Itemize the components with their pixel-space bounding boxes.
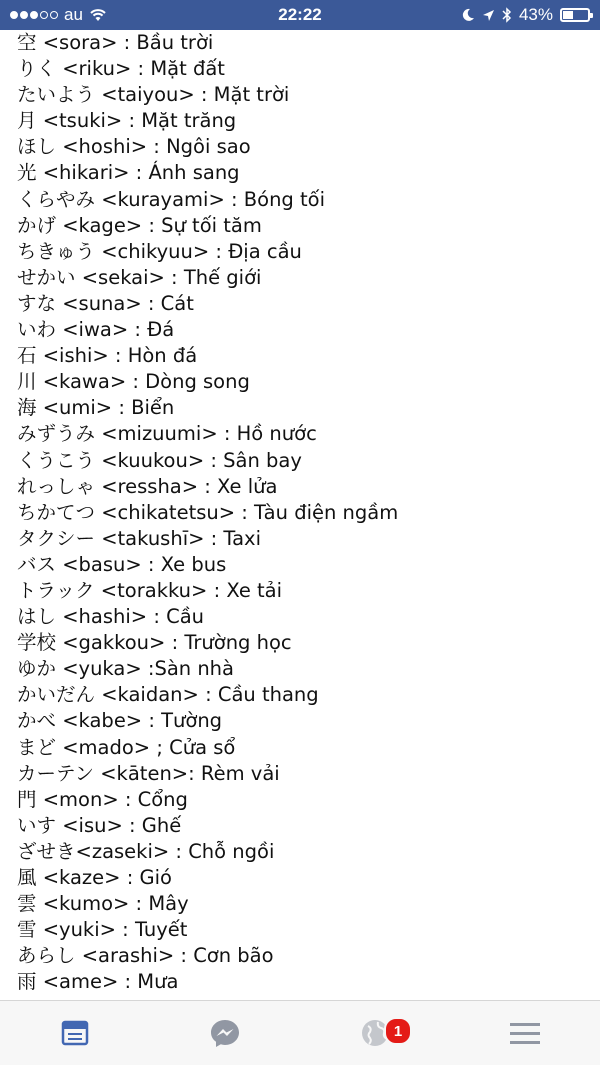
bottom-tab-bar xyxy=(0,1000,600,1065)
vocab-line: かげ <kage> : Sự tối tăm xyxy=(17,213,262,237)
vocab-line: はし <hashi> : Cầu xyxy=(17,605,205,629)
vocab-line: 雲 <kumo> : Mây xyxy=(17,892,189,916)
vocab-line: ちかてつ <chikatetsu> : Tàu điện ngầm xyxy=(17,500,399,524)
vocab-line: バス <basu> : Xe bus xyxy=(17,552,227,576)
vocab-line: タクシー <takushī> : Taxi xyxy=(17,526,262,550)
vocab-line: みずうみ <mizuumi> : Hồ nước xyxy=(17,422,317,446)
vocab-line: 石 <ishi> : Hòn đá xyxy=(17,344,198,368)
vocab-line: 川 <kawa> : Dòng song xyxy=(17,370,250,394)
vocab-line: 空 <sora> : Bầu trời xyxy=(17,31,214,54)
menu-icon xyxy=(510,1021,540,1045)
moon-icon xyxy=(461,8,475,22)
vocab-line: くうこう <kuukou> : Sân bay xyxy=(17,448,302,472)
vocab-line: たいよう <taiyou> : Mặt trời xyxy=(17,83,290,107)
vocab-line: 学校 <gakkou> : Trường học xyxy=(17,631,292,655)
bluetooth-icon xyxy=(502,7,512,23)
vocab-line: かべ <kabe> : Tường xyxy=(17,709,223,733)
tab-notifications[interactable] xyxy=(300,1001,450,1065)
vocab-line: いわ <iwa> : Đá xyxy=(17,318,175,342)
vocab-line: 門 <mon> : Cổng xyxy=(17,787,188,811)
vocab-line: 海 <umi> : Biển xyxy=(17,396,175,420)
vocabulary-list xyxy=(17,30,597,1000)
carrier-name: au xyxy=(64,5,83,24)
vocab-line: りく <riku> : Mặt đất xyxy=(17,57,225,81)
vocab-line: せかい <sekai> : Thế giới xyxy=(17,265,262,289)
vocab-line: すな <suna> : Cát xyxy=(17,291,194,315)
status-right xyxy=(461,5,590,25)
location-arrow-icon xyxy=(482,9,495,22)
vocab-line: トラック <torakku> : Xe tải xyxy=(17,578,283,602)
news-feed-icon xyxy=(61,1020,89,1046)
tab-news-feed[interactable] xyxy=(0,1001,150,1065)
messenger-icon xyxy=(209,1017,241,1049)
vocab-line: かいだん <kaidan> : Cầu thang xyxy=(17,683,319,707)
vocab-line: ゆか <yuka> :Sàn nhà xyxy=(17,657,234,681)
vocab-line: まど <mado> ; Cửa sổ xyxy=(17,735,236,759)
vocab-line: ほし <hoshi> : Ngôi sao xyxy=(17,135,251,159)
vocab-line: 月 <tsuki> : Mặt trăng xyxy=(17,109,237,133)
vocab-line: ちきゅう <chikyuu> : Địa cầu xyxy=(17,239,302,263)
tab-menu[interactable] xyxy=(450,1001,600,1065)
status-time: 22:22 xyxy=(278,5,322,24)
vocab-line: あらし <arashi> : Cơn bão xyxy=(17,944,274,968)
vocab-line: ざせき<zaseki> : Chỗ ngồi xyxy=(17,839,275,863)
vocab-line: 雪 <yuki> : Tuyết xyxy=(17,918,188,942)
vocab-line: いす <isu> : Ghế xyxy=(17,813,182,837)
status-bar xyxy=(0,0,600,30)
vocab-line: 光 <hikari> : Ánh sang xyxy=(17,161,240,185)
battery-percent: 43% xyxy=(518,5,553,24)
tab-messenger[interactable] xyxy=(150,1001,300,1065)
vocab-line: くらやみ <kurayami> : Bóng tối xyxy=(17,187,326,211)
vocab-line: カーテン <kāten>: Rèm vải xyxy=(17,761,280,785)
vocab-line: 風 <kaze> : Gió xyxy=(17,866,172,889)
battery-icon xyxy=(560,8,590,22)
vocab-line: れっしゃ <ressha> : Xe lửa xyxy=(17,474,278,498)
notification-badge: 1 xyxy=(384,1017,412,1045)
vocab-line: 雨 <ame> : Mưa xyxy=(17,970,179,994)
